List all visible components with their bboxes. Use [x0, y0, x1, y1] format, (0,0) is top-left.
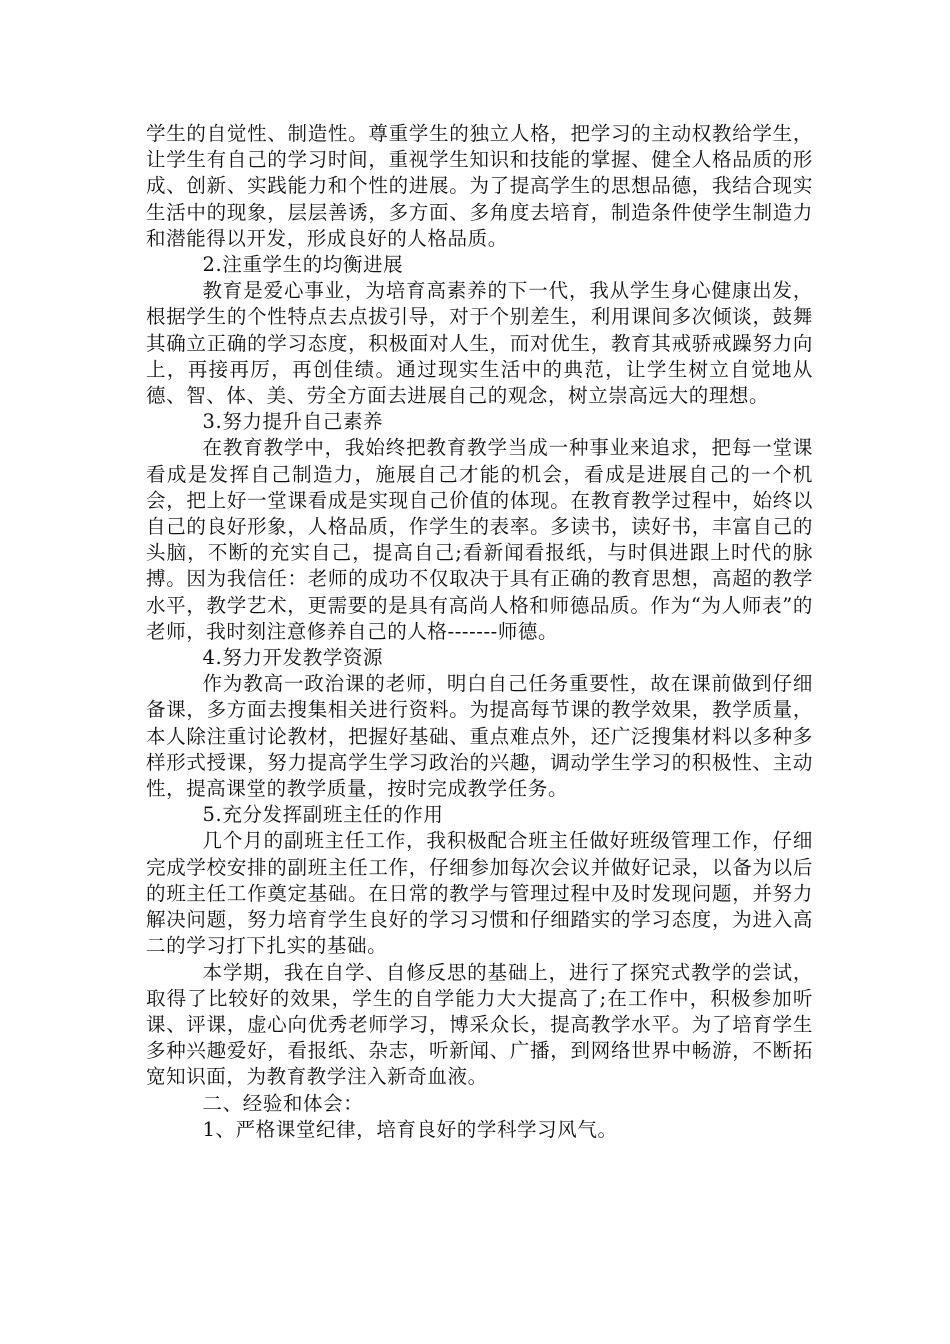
section-heading-deputy-class-teacher: 5.充分发挥副班主任的作用 [202, 803, 444, 827]
paragraph-semester-summary: 本学期，我在自学、自修反思的基础上，进行了探究式教学的尝试，取得了比较好的效果，学生的自学能力大大提高了;在工作中，积极参加听课、评课，虚心向优秀老师学习，博采众长，提高教学水平。为了培育学生多种兴趣爱好，看报纸、杂志，听新闻、广播，到网络世界中畅游，不断拓宽知识面，为教育教学注入新奇血液。 [146, 960, 813, 1089]
paragraph-teaching-resources: 作为教高一政治课的老师，明白自己任务重要性，故在课前做到仔细备课，多方面去搜集相关进行资料。为提高每节课的教学效果，教学质量，本人除注重讨论教材，把握好基础、重点难点外，还广泛搜集材料以多种多样形式授课，努力提高学生学习政治的兴趣，调动学生学习的积极性、主动性，提高课堂的教学质量，按时完成教学任务。 [146, 672, 813, 801]
section-heading-self-improvement: 3.努力提升自己素养 [202, 410, 384, 434]
paragraph-balanced-development: 教育是爱心事业，为培育高素养的下一代，我从学生身心健康出发，根据学生的个性特点去点拔引导，对于个别差生，利用课间多次倾谈，鼓舞其确立正确的学习态度，积极面对人生，而对优生，教育其戒骄戒躁努力向上，再接再厉，再创佳绩。通过现实生活中的典范，让学生树立自觉地从德、智、体、美、劳全方面去进展自己的观念，树立崇高远大的理想。 [146, 279, 813, 408]
paragraph-deputy-class-teacher: 几个月的副班主任工作，我积极配合班主任做好班级管理工作，仔细完成学校安排的副班主任工作，仔细参加每次会议并做好记录，以备为以后的班主任工作奠定基础。在日常的教学与管理过程中及时发现问题，并努力解决问题，努力培育学生良好的学习习惯和仔细踏实的学习态度，为进入高二的学习打下扎实的基础。 [146, 829, 813, 958]
section-heading-classroom-discipline: 1、严格课堂纪律，培育良好的学科学习风气。 [202, 1117, 618, 1141]
section-heading-teaching-resources: 4.努力开发教学资源 [202, 646, 384, 670]
document-body [146, 121, 813, 1143]
section-heading-experience: 二、经验和体会： [202, 1091, 364, 1115]
paragraph-self-improvement: 在教育教学中，我始终把教育教学当成一种事业来追求，把每一堂课看成是发挥自己制造力，施展自己才能的机会，看成是进展自己的一个机会，把上好一堂课看成是实现自己价值的体现。在教育教学过程中，始终以自己的良好形象，人格品质，作学生的表率。多读书，读好书，丰富自己的头脑，不断的充实自己，提高自己;看新闻看报纸，与时俱进跟上时代的脉搏。因为我信任：老师的成功不仅取决于具有正确的教育思想，高超的教学水平，教学艺术，更需要的是具有高尚人格和师德品质。作为“为人师表”的老师，我时刻注意修养自己的人格-------师德。 [146, 436, 813, 643]
section-heading-balanced-development: 2.注重学生的均衡进展 [202, 253, 404, 277]
paragraph-continued: 学生的自觉性、制造性。尊重学生的独立人格，把学习的主动权教给学生，让学生有自己的学习时间，重视学生知识和技能的掌握、健全人格品质的形成、创新、实践能力和个性的进展。为了提高学生的思想品德，我结合现实生活中的现象，层层善诱，多方面、多角度去培育，制造条件使学生制造力和潜能得以开发，形成良好的人格品质。 [146, 122, 813, 250]
